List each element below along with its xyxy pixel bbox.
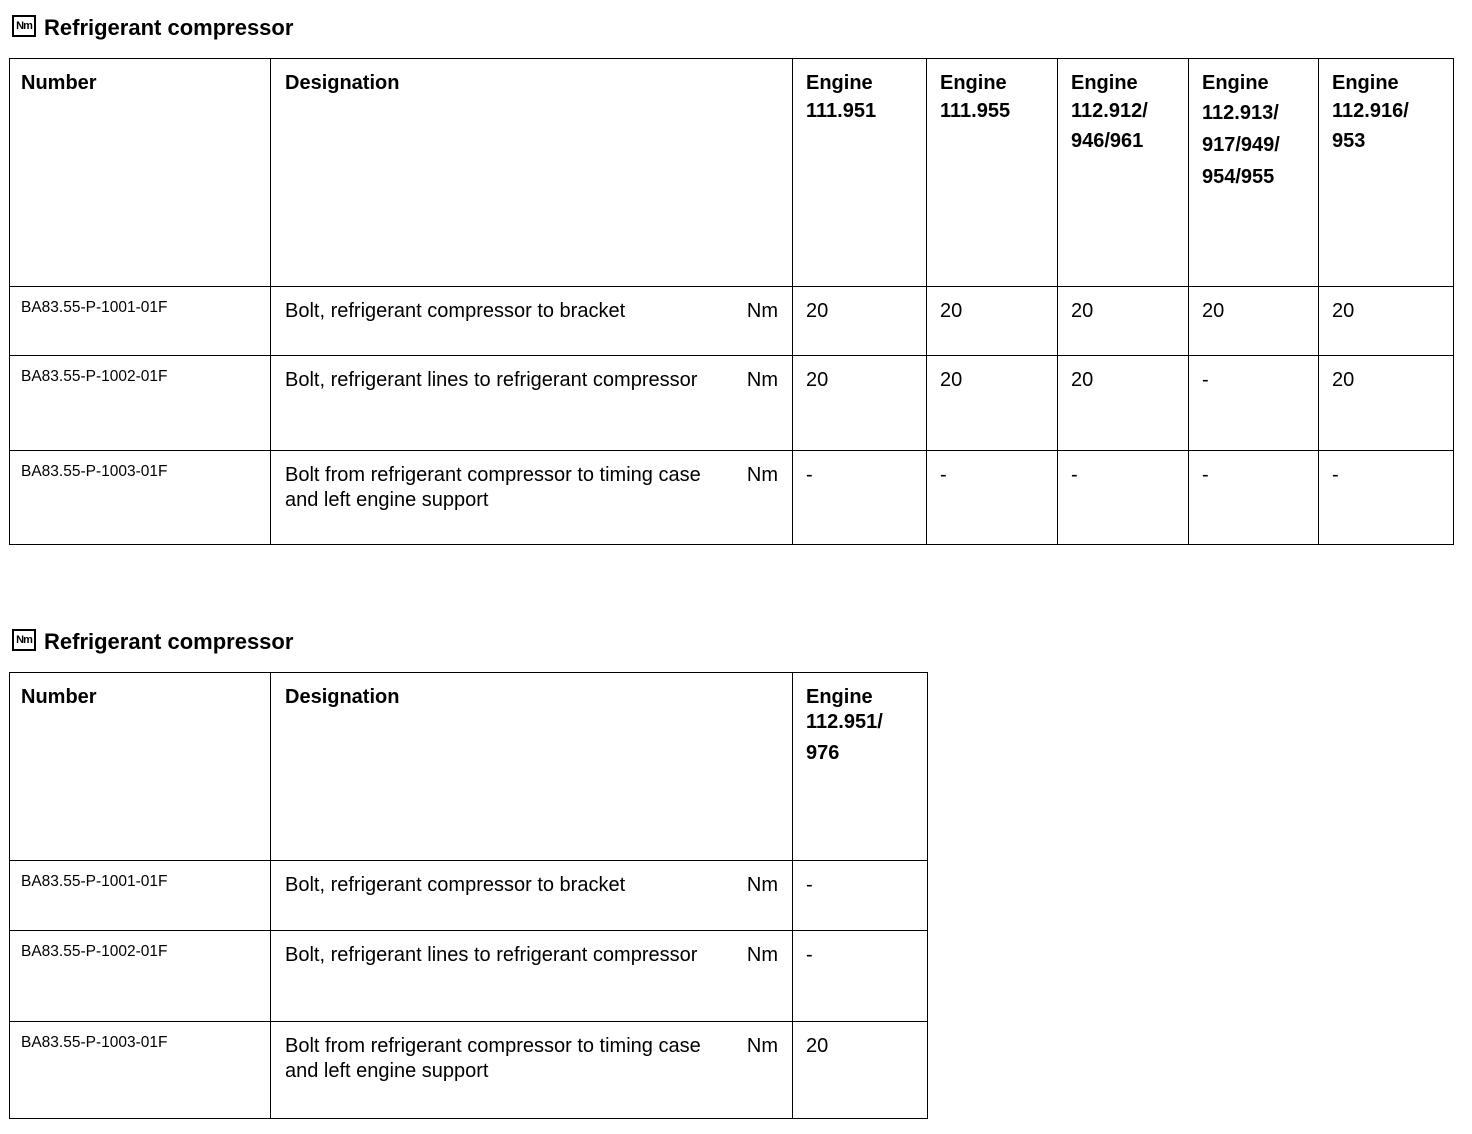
section-title-text: Refrigerant compressor: [44, 629, 294, 654]
cell-value: -: [1189, 356, 1319, 451]
unit-label: Nm: [746, 369, 778, 391]
header-engine-line: Engine: [1071, 72, 1138, 94]
header-designation: Designation: [271, 59, 793, 287]
torque-table: [9, 672, 928, 1119]
table-row: [10, 451, 1454, 545]
cell-value: -: [1189, 451, 1319, 545]
table-header-row: [10, 673, 928, 861]
cell-value: 20: [927, 287, 1058, 356]
header-engine-line: Engine: [806, 686, 873, 708]
cell-value: -: [927, 451, 1058, 545]
cell-value: 20: [793, 1022, 928, 1119]
header-engine-line: Engine: [806, 72, 873, 94]
unit-label: Nm: [746, 874, 778, 896]
header-engine-line: 976: [806, 742, 840, 764]
cell-value: -: [1058, 451, 1189, 545]
cell-number: BA83.55-P-1002-01F: [10, 931, 271, 1022]
unit-label: Nm: [746, 944, 778, 966]
header-number: Number: [10, 673, 271, 861]
unit-label: Nm: [746, 1035, 778, 1057]
cell-designation: [271, 356, 793, 451]
cell-designation: [271, 931, 793, 1022]
torque-nm-icon: Nm: [12, 629, 36, 651]
cell-value: -: [793, 861, 928, 931]
cell-value: 20: [793, 287, 927, 356]
header-engine: [1058, 59, 1189, 287]
header-engine-line: 954/955: [1202, 166, 1275, 188]
cell-value: 20: [1058, 287, 1189, 356]
cell-value: 20: [793, 356, 927, 451]
header-engine-line: 111.955: [940, 100, 1011, 122]
section-title-text: Refrigerant compressor: [44, 15, 294, 40]
header-engine-line: 917/949/: [1202, 134, 1280, 156]
header-engine-line: 112.951/: [806, 711, 883, 733]
designation-text: Bolt from refrigerant compressor to timing case and left engine support: [285, 464, 701, 511]
header-engine-line: 112.916/: [1332, 100, 1409, 122]
section-title: [12, 628, 293, 656]
cell-value: -: [793, 451, 927, 545]
header-engine-line: 953: [1332, 130, 1366, 152]
cell-number: BA83.55-P-1003-01F: [10, 451, 271, 545]
cell-designation: [271, 287, 793, 356]
cell-number: BA83.55-P-1001-01F: [10, 287, 271, 356]
cell-number: BA83.55-P-1002-01F: [10, 356, 271, 451]
cell-number: BA83.55-P-1001-01F: [10, 861, 271, 931]
designation-text: Bolt from refrigerant compressor to timing case and left engine support: [285, 1035, 701, 1082]
table-row: [10, 861, 928, 931]
section-title: [12, 14, 293, 42]
cell-designation: [271, 861, 793, 931]
cell-value: 20: [927, 356, 1058, 451]
table-row: [10, 1022, 928, 1119]
header-engine: [793, 673, 928, 861]
header-designation: Designation: [271, 673, 793, 861]
torque-nm-icon: Nm: [12, 15, 36, 37]
header-engine-line: Engine: [940, 72, 1007, 94]
table-header-row: [10, 59, 1454, 287]
header-engine: [1319, 59, 1454, 287]
table-row: [10, 356, 1454, 451]
designation-text: Bolt, refrigerant compressor to bracket: [285, 874, 626, 896]
designation-text: Bolt, refrigerant compressor to bracket: [285, 300, 626, 322]
header-engine-line: Engine: [1202, 72, 1269, 94]
header-engine-line: 111.951: [806, 100, 877, 122]
header-engine: [1189, 59, 1319, 287]
header-engine-line: 112.912/: [1071, 100, 1148, 122]
unit-label: Nm: [746, 300, 778, 322]
header-engine-line: 112.913/: [1202, 102, 1279, 124]
header-engine-line: 946/961: [1071, 130, 1144, 152]
cell-designation: [271, 1022, 793, 1119]
cell-value: -: [1319, 451, 1454, 545]
cell-value: 20: [1319, 287, 1454, 356]
header-engine: [793, 59, 927, 287]
header-engine: [927, 59, 1058, 287]
header-engine-line: Engine: [1332, 72, 1399, 94]
cell-value: 20: [1058, 356, 1189, 451]
unit-label: Nm: [746, 464, 778, 486]
table-row: [10, 287, 1454, 356]
cell-number: BA83.55-P-1003-01F: [10, 1022, 271, 1119]
cell-value: 20: [1319, 356, 1454, 451]
torque-table: [9, 58, 1454, 545]
designation-text: Bolt, refrigerant lines to refrigerant compressor: [285, 944, 698, 966]
cell-value: 20: [1189, 287, 1319, 356]
cell-designation: [271, 451, 793, 545]
designation-text: Bolt, refrigerant lines to refrigerant compressor: [285, 369, 698, 391]
cell-value: -: [793, 931, 928, 1022]
table-row: [10, 931, 928, 1022]
header-number: Number: [10, 59, 271, 287]
